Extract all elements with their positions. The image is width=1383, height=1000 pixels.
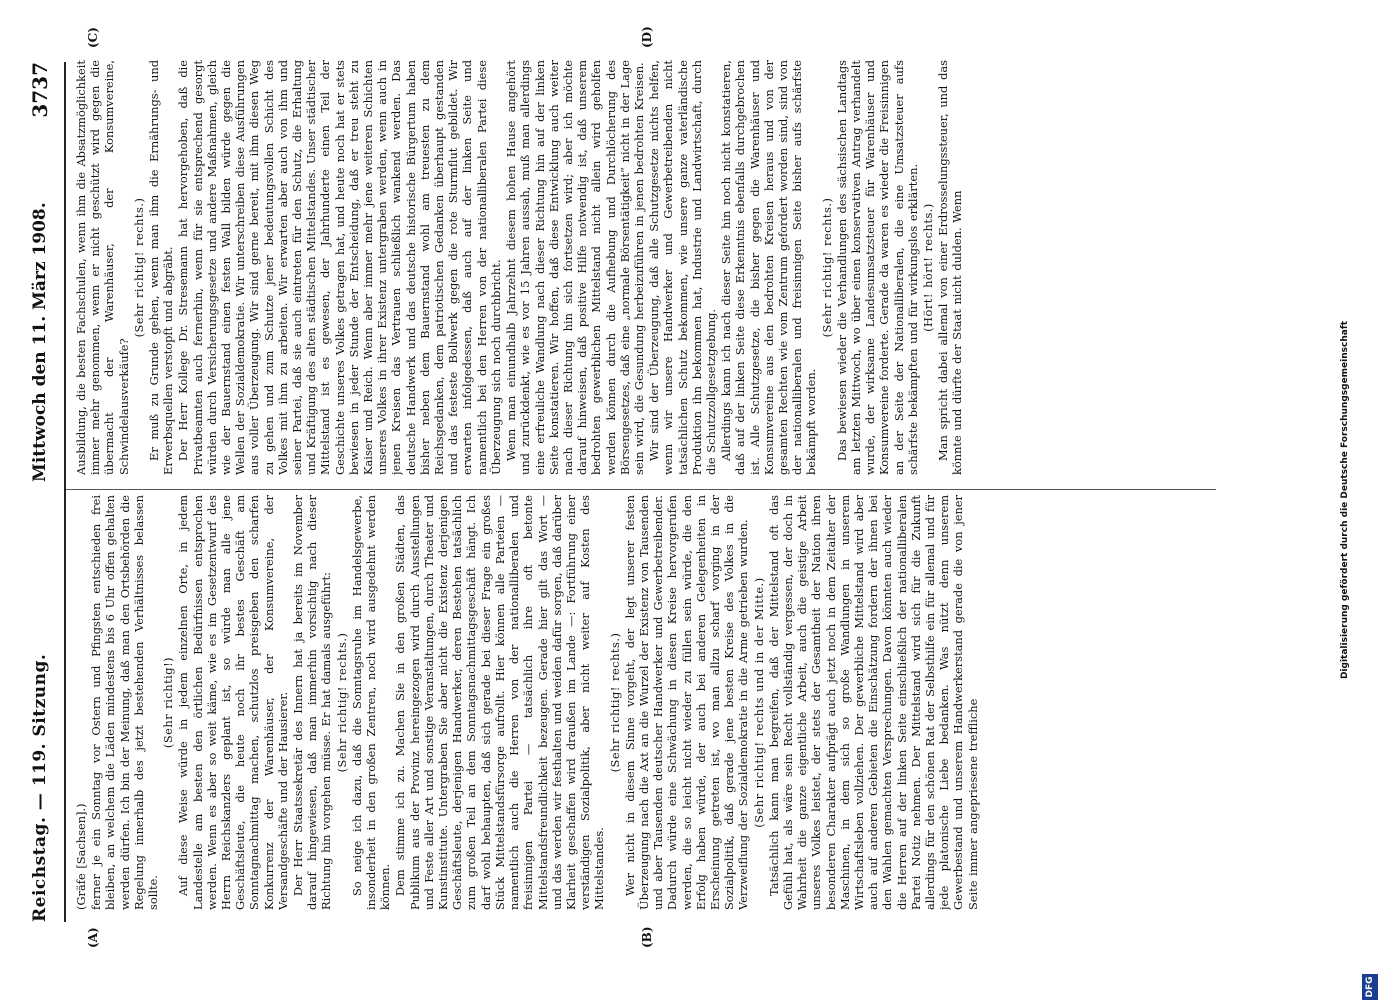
paragraph: Tatsächlich kann man begreifen, daß der Mittelstand oft das Gefühl hat, als wäre sein Recht vollständig vergessen, der doch in Wahrheit die ganze eigentliche Arbeit, auch die geistige Arbeit unseres Volkes leistet, der stets der Gesamtheit der Nation ihren besonderen Charakter aufprägt auch jetzt noch in dem Zeitalter der Maschinen, in dem sich so große Wandlungen in unserem Wirtschaftsleben vollziehen. Der gewerbliche Mittelstand wird aber auch auf anderen Gebieten die Einschätzung fordern der ihnen bei den Wahlen gemachten Versprechungen. Davon könnten auch wieder die Herren auf der linken Seite einschließlich der nationalliberalen Partei Notiz nehmen. Der Mittelstand wird sich für die Zukunft allerdings für den schönen Rat der Selbsthilfe ein für allemal und für jede platonische Liebe bedanken. Was nützt denn unserem Gewerbestand und unserem Handwerkerstand gerade die von jener Seite immer angepriesene treffliche [766,495,980,910]
digitization-note: Digitalisierung gefördert durch die Deutsche Forschungsgemeinschaft [1340,320,1350,680]
interjection: (Sehr richtig! rechts.) [131,197,146,338]
page-header [20,62,66,922]
section-marker-a: (A) [86,927,100,948]
paragraph: Man spricht dabei allemal von einer Erdrosselungssteuer, und das könnte und dürfte der Staat nicht dulden. Wenn [936,60,965,475]
paragraph: Das bewiesen wieder die Verhandlungen des sächsischen Landtags am letzten Mittwoch, wo über einen konservativen Antrag verhandelt wurde, der wirksame Landesumsatzsteuer für Warenhäuser und Konsumvereine forderte. Gerade da waren es wieder die Freisinnigen an der Seite der Nationalliberalen, die eine Umsatzsteuer aufs schärfste bekämpften und für wirkungslos erklärten. [834,60,920,475]
dfg-logo [1362,974,1378,1000]
paragraph: Dem stimme ich zu. Machen Sie in den großen Städten, das Publikum aus der Provinz hereingezogen wird durch Ausstellungen und Feste aller Art und sonstige Veranstaltungen, durch Theater und Kunstinstitute. Untergraben Sie aber nicht die Existenz derjenigen Geschäftsleute, derjenigen Handwerker, deren Bestehen tatsächlich zum großen Teil an dem Sonntagsnachmittagsgeschäft hängt. Ich darf wohl behaupten, daß sich gerade bei dieser Frage ein großes Stück Mittelstandsfürsorge aufrollt. Hier können alle Parteien — namentlich auch die Herren von der nationalliberalen und freisinnigen Partei — tatsächlich ihre oft betonte Mittelstandsfreundlichkeit bezeugen. Gerade hier gilt das Wort — und das werden wir festhalten und weiden dafür sorgen, daß darüber Klarheit geschaffen wird draußen im Lande —: Fortführung einer verständigen Sozialpolitik, aber nicht weiter auf Kosten des Mittelstandes. [393,495,607,910]
paragraph: Der Herr Kollege Dr. Stresemann hat hervorgehoben, daß die Privatbeamten auch fernerhin, wenn für sie entsprechend gesorgt würden durch Versicherungsgesetze und andere Maßnahmen, gleich wie der Bauernstand einen festen Wall bilden würde gegen die Wellen der Sozialdemokratie. Wir unterschreiben diese Ausführungen aus voller Überzeugung. Wir sind gerne bereit, mit ihm diesen Weg zu gehen und zum Schutze jener bedeutungsvollen Schicht des Volkes mit ihm zu arbeiten. Wir erwarten aber auch von ihm und seiner Partei, daß sie auch eintreten für den Schutz, die Erhaltung und Kräftigung des alten städtischen Mittelstandes. Unser städtischer Mittelstand ist es gewesen, der Jahrhunderte einen Teil der Geschichte unseres Volkes getragen hat, und heute noch hat er stets bewiesen in jeder Stunde der Entscheidung, daß er treu steht zu Kaiser und Reich. Wenn aber immer mehr jene weiteren Schichten unseres Volkes in ihrer Existenz untergraben werden, wenn auch in jenen Kreisen das Vertrauen schließlich wankend werden. Das deutsche Handwerk und das deutsche historische Bürgertum haben bisher neben dem Bauernstand wohl am treuesten zu dem Reichsgedanken, dem patriotischen Gedanken überhaupt gestanden und das festeste Bollwerk gegen die rote Sturmflut gebildet. Wir erwarten infolgedessen, daß auch auf der linken Seite und namentlich bei den Herren von der nationalliberalen Partei diese Überzeugung sich noch durchbricht. [176,60,503,475]
interjection: (Sehr richtig!) [161,656,176,749]
paragraph: Er muß zu Grunde gehen, wenn man ihm die Ernährungs- und Erwerbsquellen verstopft und abgräbt. [147,60,176,475]
interjection: (Sehr richtig! rechts.) [334,632,349,773]
paragraph: Wer nicht in diesem Sinne vorgeht, der legt unserer festen Überzeugung nach die Axt an die Wurzel der Existenz von Tausenden und aber Tausenden deutscher Handwerker und Gewerbetreibender. Dadurch würde eine Schwächung in diesen Kreise hervorgerufen werden, die so leicht nicht wieder zu füllen sein würde, die den Erfolg haben würde, der auch bei anderen Gelegenheiten in Erscheinung getreten ist, wo man allzu scharf vorging in der Sozialpolitik, daß gerade jene besten Kreise des Volkes in die Verzweiflung der Sozialdemokratie in die Arme getrieben wurden. [622,495,751,910]
section-marker-b: (B) [640,926,654,948]
header-session: Reichstag. — 119. Sitzung. [30,653,50,922]
paragraph: Allerdings kann ich nach dieser Seite hin noch nicht konstatieren, daß auf der linken Seite diese Erkenntnis ebenfalls durchgebrochen ist. Alle Schutzgesetze, die bisher gegen die Warenhäuser und Konsumvereine aus den bedrohten Kreisen heraus und von der gesamten Rechten wie vom Zentrum gefordert worden sind, sind von der nationalliberalen und freisinnigen Seite bisher aufs schärfste bekämpft worden. [719,60,819,475]
column-divider [66,489,1216,490]
paragraph: Wir sind der Überzeugung, daß alle Schutzgesetze nichts helfen, wenn wir unsere Handwerker und Gewerbetreibenden nicht tatsächlichen Schutz bekommen, wie unsere ganze vaterländische Produktion ihn bekommen hat, Industrie und Landwirtschaft, durch die Schutzzollgesetzgebung. [647,60,718,475]
header-date: Mittwoch den 11. März 1908. [30,202,50,482]
paragraph: Ausbildung, die besten Fachschulen, wenn ihm die Absatzmöglichkeit immer mehr genommen, wenn er nicht geschützt wird gegen die übermacht der Warenhäuser, der Konsumvereine, Schwindelausverkäufe? [74,60,131,475]
section-marker-c: (C) [86,27,100,48]
page-number: 3737 [28,62,52,118]
paragraph: ferner je ein Sonntag vor Ostern und Pfingsten entschieden frei bleiben, an welchem die Läden mindestens bis 6 Uhr offen gehalten werden dürfen. Ich bin der Meinung, daß man den Ortsbehörden die Regelung innerhalb des jetzt bestehenden Verhältnisses belassen sollte. [89,495,161,910]
dfg-logo-text: DFG [1365,976,1375,998]
paragraph: Der Herr Staatssekretär des Innern hat ja bereits im November darauf hingewiesen, daß man immerhin vorsichtig nach dieser Richtung hin vorgehen müsse. Er hat damals ausgeführt: [291,495,334,910]
interjection: (Sehr richtig! rechts und in der Mitte.) [751,577,766,828]
section-marker-d: (D) [640,26,654,48]
paragraph: So neige ich dazu, daß die Sonntagsruhe im Handelsgewerbe, insonderheit in den großen Zentren, noch wird ausgedehnt werden können. [349,495,393,910]
interjection: (Hört! hört! rechts.) [920,203,935,332]
right-text-column [74,60,1214,475]
paragraph: Wenn man einundhalb Jahrzehnt diesem hohen Hause angehört und zurückdenkt, wie es vor 15 Jahren aussah, muß man allerdings eine erfreuliche Wandlung nach dieser Richtung hin auf der linken Seite konstatieren. Wir hoffen, daß diese Entwicklung auch weiter nach dieser Richtung hin sich fortsetzen wird; aber ich möchte darauf hinweisen, daß positive Hilfe notwendig ist, daß unserem bedrohten gewerblichen Mittelstand nicht allein wird geholfen werden können durch die Aufhebung und Durchlöcherung des Börsengesetzes, daß eine „normale Börsentätigkeit“ nicht in der Lage sein wird, die Gesundung herbeizuführen in jenen bedrohten Kreisen. [504,60,646,475]
left-text-column [74,495,1214,910]
paragraph: Auf diese Weise würde in jedem einzelnen Orte, in jedem Landestelle am besten den örtlichen Bedürfnissen entsprochen werden. Wenn es aber so weit käme, wie es im Gesetzentwurf des Herrn Reichskanzlers geplant ist, so würde man alle jene Geschäftsleute, die heute noch ihr bestes Geschäft am Sonntagnachmittag machen, schutzlos preisgeben den scharfen Konkurrenz der Warenhäuser, der Konsumvereine, der Versandgeschäfte und der Hausierer. [176,495,290,910]
interjection: (Sehr richtig! rechts.) [607,632,622,773]
paragraph: (Gräfe [Sachsen].) [74,803,88,910]
interjection: (Sehr richtig! rechts.) [819,197,834,338]
